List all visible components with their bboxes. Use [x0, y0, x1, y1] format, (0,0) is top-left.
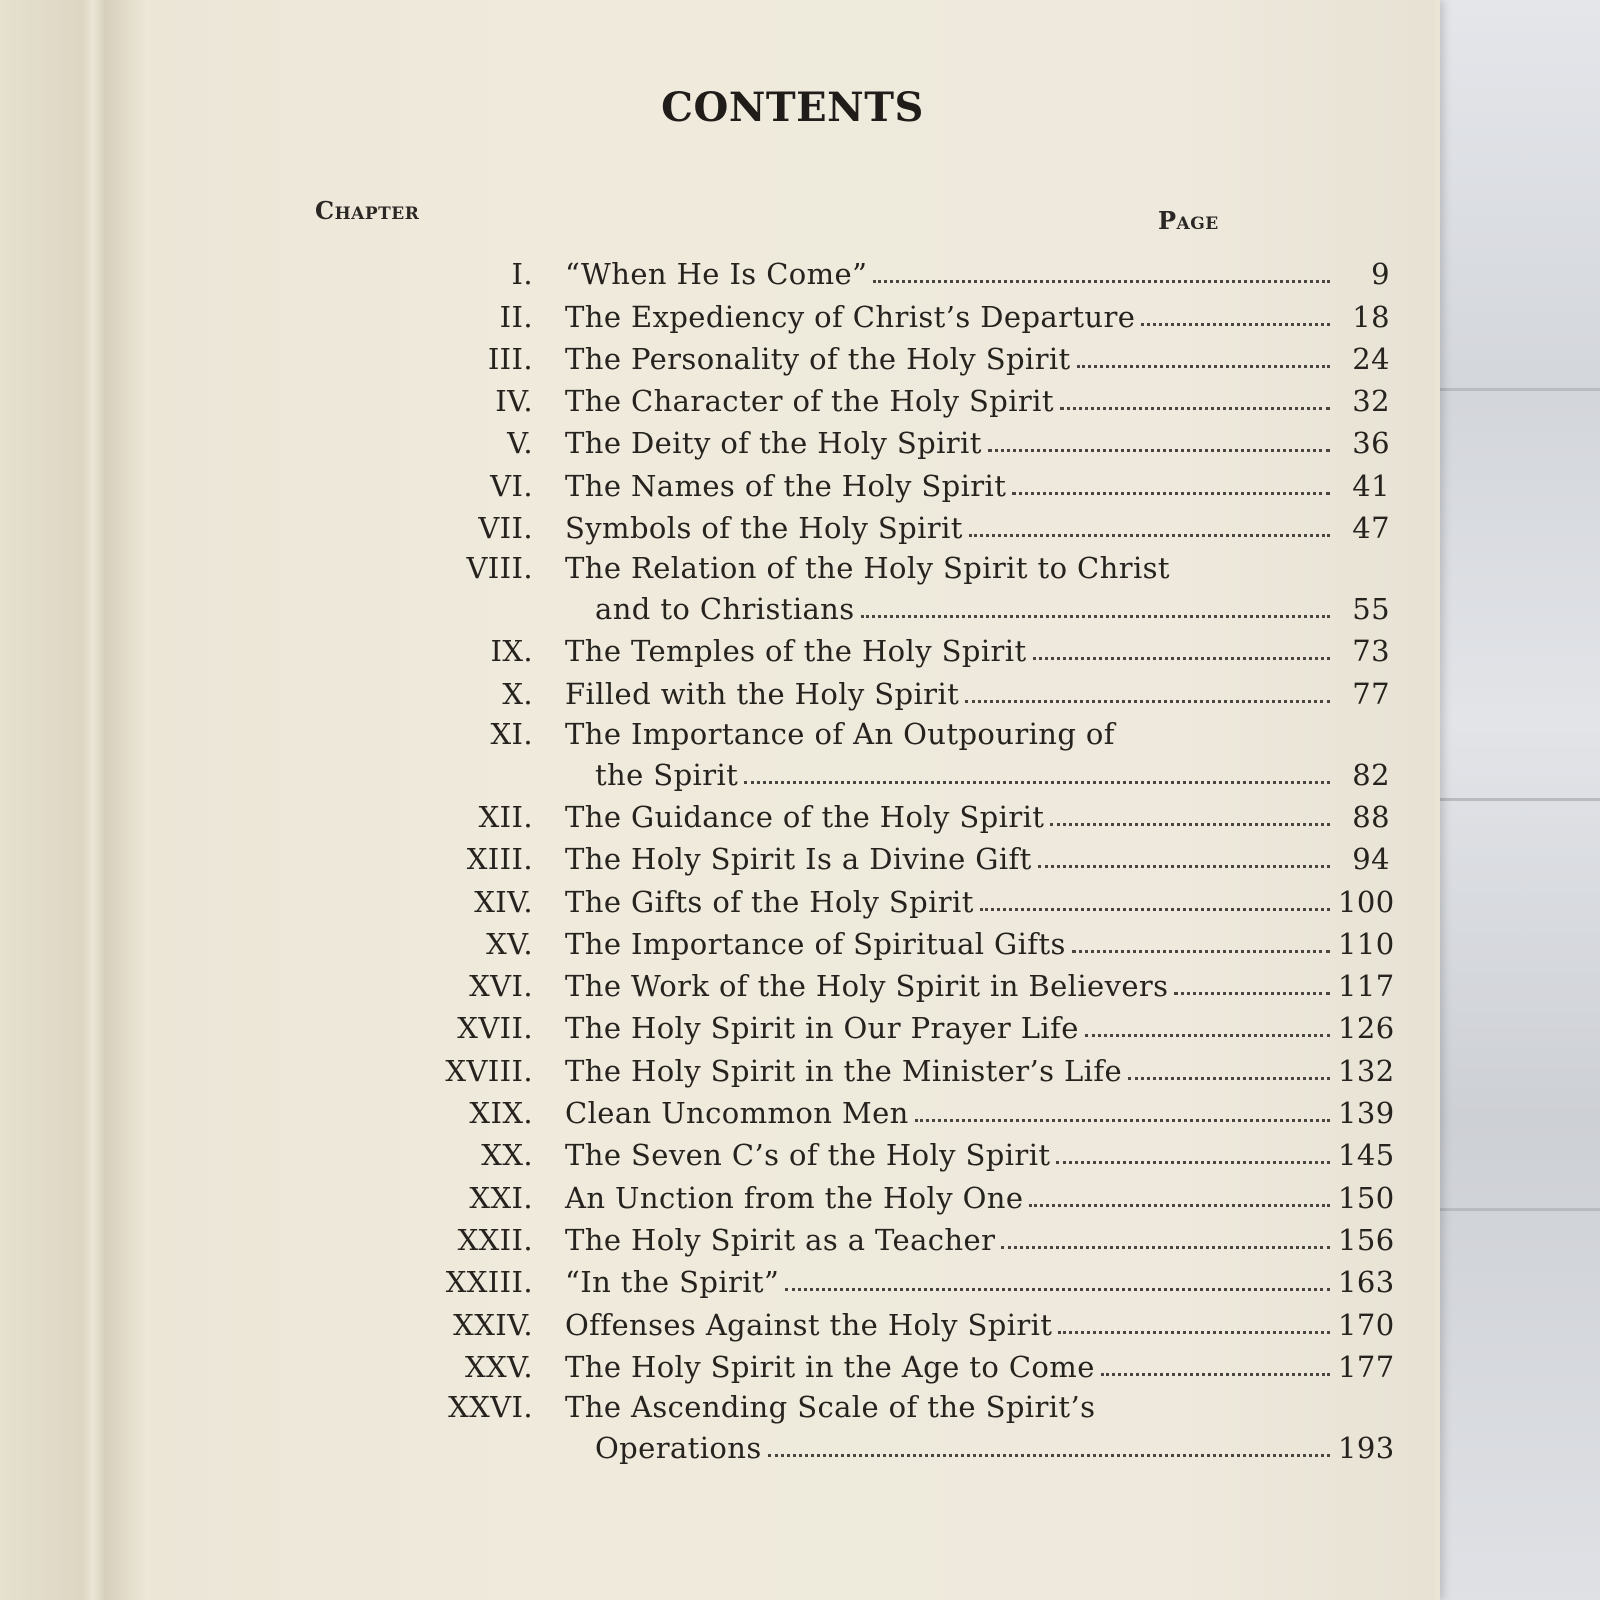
leader-dots [768, 1454, 1330, 1457]
chapter-title-continued: and to Christians [595, 592, 855, 627]
leader-dots [861, 615, 1330, 618]
leader-dots [1001, 1246, 1330, 1249]
chapter-numeral: XVIII. [445, 1053, 533, 1088]
toc-entry [290, 1004, 1395, 1046]
page-number: 139 [1338, 1096, 1395, 1131]
toc-entry-body [565, 1180, 1395, 1216]
leader-dots [1174, 992, 1330, 995]
toc-entry-line [290, 586, 1390, 627]
chapter-title: The Expediency of Christ’s Departure [565, 299, 1136, 334]
toc-entry-line [290, 1385, 1390, 1425]
toc-entry [290, 1258, 1395, 1300]
chapter-title: The Holy Spirit in the Age to Come [565, 1349, 1095, 1384]
toc-entry [290, 546, 1390, 627]
leader-dots [1029, 1204, 1330, 1207]
toc-entry-body [565, 926, 1395, 962]
leader-dots [873, 280, 1330, 283]
toc-entry-body [565, 1053, 1395, 1089]
toc-entry [290, 627, 1390, 669]
chapter-numeral: XV. [486, 926, 533, 961]
chapter-numeral: II. [499, 299, 533, 334]
chapter-title: Symbols of the Holy Spirit [565, 511, 963, 546]
chapter-title: The Holy Spirit in the Minister’s Life [565, 1053, 1123, 1088]
leader-dots [1141, 323, 1330, 326]
leader-dots [988, 449, 1330, 452]
chapter-numeral: XXVI. [448, 1389, 533, 1424]
page-title: CONTENTS [661, 84, 924, 131]
chapter-numeral: XIV. [474, 884, 533, 919]
toc-entry-body [565, 1138, 1395, 1173]
leader-dots [1056, 1161, 1330, 1164]
page-number: 32 [1352, 384, 1390, 419]
toc-entry [290, 504, 1390, 546]
toc-entry [290, 877, 1395, 919]
chapter-title: The Seven C’s of the Holy Spirit [565, 1138, 1051, 1173]
leader-dots [1128, 1077, 1330, 1080]
page-number: 193 [1338, 1430, 1395, 1465]
chapter-title: The Holy Spirit as a Teacher [565, 1222, 996, 1257]
cloth-seam [1430, 388, 1600, 391]
background-cloth [1430, 0, 1600, 1600]
chapter-title: The Holy Spirit in Our Prayer Life [565, 1011, 1079, 1046]
chapter-numeral: XIII. [466, 842, 533, 877]
toc-entry [290, 292, 1390, 334]
page-number: 150 [1338, 1180, 1395, 1215]
leader-dots [969, 534, 1330, 537]
toc-entry-body [565, 677, 1390, 712]
chapter-numeral: XXIII. [445, 1265, 533, 1300]
page-number: 88 [1352, 799, 1390, 834]
toc-entry-body [565, 1349, 1395, 1385]
chapter-numeral: VII. [478, 511, 533, 546]
toc-entry [290, 377, 1390, 419]
chapter-title-continued: the Spirit [595, 757, 739, 792]
page-number: 18 [1352, 299, 1390, 334]
chapter-numeral: XVI. [469, 969, 533, 1004]
cloth-seam [1430, 798, 1600, 801]
page-number: 156 [1338, 1222, 1395, 1257]
chapter-title: The Relation of the Holy Spirit to Christ [565, 551, 1170, 586]
toc-entry [290, 1343, 1395, 1385]
toc-entry [290, 669, 1390, 711]
leader-dots [1101, 1373, 1330, 1376]
leader-dots [1060, 407, 1330, 410]
chapter-numeral: XX. [481, 1138, 533, 1173]
contents-page [150, 0, 1435, 1600]
table-of-contents [290, 250, 1395, 1466]
chapter-numeral: XI. [490, 716, 533, 751]
leader-dots [744, 781, 1330, 784]
page-number: 117 [1338, 969, 1395, 1004]
cloth-seam [1430, 1208, 1600, 1211]
toc-entry-body [565, 384, 1390, 419]
chapter-numeral: XXII. [457, 1222, 533, 1257]
page-number: 41 [1352, 468, 1390, 503]
chapter-numeral: V. [507, 426, 533, 461]
page-number: 47 [1352, 511, 1390, 546]
toc-entry-line [290, 712, 1390, 752]
toc-entry [290, 712, 1390, 793]
chapter-numeral: VI. [490, 468, 533, 503]
toc-entry [290, 461, 1390, 503]
chapter-title: The Gifts of the Holy Spirit [565, 884, 974, 919]
toc-entry [290, 1089, 1395, 1131]
toc-entry-body [565, 1265, 1395, 1300]
chapter-title: The Personality of the Holy Spirit [565, 341, 1071, 376]
leader-dots [1038, 865, 1330, 868]
chapter-numeral: IV. [495, 384, 533, 419]
toc-entry [290, 1300, 1395, 1342]
toc-entry [290, 335, 1390, 377]
chapter-title: The Character of the Holy Spirit [565, 384, 1054, 419]
toc-entry [290, 1216, 1395, 1258]
chapter-title: Clean Uncommon Men [565, 1096, 909, 1131]
toc-entry-body [565, 300, 1390, 335]
toc-entry [290, 250, 1390, 292]
toc-entry [290, 835, 1390, 877]
leader-dots [1050, 823, 1330, 826]
toc-entry-line [290, 546, 1390, 586]
leader-dots [1077, 365, 1330, 368]
page-number: 100 [1338, 884, 1395, 919]
chapter-title: “When He Is Come” [565, 257, 868, 292]
page-number: 9 [1371, 257, 1390, 292]
page-number: 110 [1338, 926, 1395, 961]
toc-entry [290, 419, 1390, 461]
chapter-numeral: IX. [490, 634, 533, 669]
toc-entry [290, 793, 1390, 835]
leader-dots [1012, 492, 1330, 495]
toc-entry-body [565, 969, 1395, 1004]
page-number: 94 [1352, 842, 1390, 877]
toc-entry [290, 1385, 1395, 1466]
chapter-title-continued: Operations [595, 1430, 762, 1465]
page-number: 177 [1338, 1349, 1395, 1384]
chapter-numeral: XIX. [469, 1096, 533, 1131]
leader-dots [1033, 657, 1331, 660]
book-gutter [0, 0, 150, 1600]
toc-entry-body [565, 884, 1395, 920]
toc-entry-body [565, 426, 1390, 461]
page-number: 73 [1352, 634, 1390, 669]
chapter-title: Filled with the Holy Spirit [565, 676, 960, 711]
chapter-title: The Deity of the Holy Spirit [565, 426, 982, 461]
page-number: 55 [1352, 592, 1390, 627]
toc-entry [290, 1131, 1395, 1173]
leader-dots [785, 1288, 1330, 1291]
chapter-numeral: XXI. [469, 1180, 533, 1215]
page-number: 145 [1338, 1138, 1395, 1173]
leader-dots [965, 700, 1330, 703]
toc-entry-body [565, 342, 1390, 377]
chapter-numeral: I. [511, 257, 533, 292]
toc-entry-body [565, 634, 1390, 669]
chapter-numeral: XII. [478, 799, 533, 834]
chapter-numeral: XXV. [465, 1349, 533, 1384]
chapter-numeral: III. [487, 341, 533, 376]
chapter-title: The Importance of Spiritual Gifts [565, 926, 1066, 961]
toc-entry [290, 1173, 1395, 1215]
toc-entry-body [565, 1307, 1395, 1343]
page-number: 170 [1338, 1307, 1395, 1342]
toc-entry-body [565, 469, 1390, 504]
toc-entry [290, 1046, 1395, 1088]
chapter-title: The Work of the Holy Spirit in Believers [565, 969, 1169, 1004]
page-number: 132 [1338, 1053, 1395, 1088]
chapter-title: The Holy Spirit Is a Divine Gift [565, 842, 1032, 877]
chapter-title: The Guidance of the Holy Spirit [565, 799, 1045, 834]
page-number: 36 [1352, 426, 1390, 461]
chapter-column-header: Chapter [315, 196, 420, 225]
chapter-title: The Temples of the Holy Spirit [565, 634, 1027, 669]
page-number: 82 [1352, 757, 1390, 792]
chapter-numeral: XVII. [457, 1011, 533, 1046]
chapter-title: The Importance of An Outpouring of [565, 716, 1115, 751]
chapter-numeral: VIII. [466, 551, 533, 586]
leader-dots [915, 1119, 1330, 1122]
page-number: 126 [1338, 1011, 1395, 1046]
toc-entry-body [565, 800, 1390, 835]
chapter-title: An Unction from the Holy One [565, 1180, 1024, 1215]
toc-entry [290, 920, 1395, 962]
toc-entry [290, 962, 1395, 1004]
leader-dots [980, 908, 1330, 911]
leader-dots [1072, 950, 1330, 953]
page-number: 77 [1352, 676, 1390, 711]
toc-entry-body [565, 842, 1390, 877]
page-column-header: Page [1158, 206, 1219, 235]
chapter-numeral: X. [502, 676, 533, 711]
chapter-title: The Ascending Scale of the Spirit’s [565, 1389, 1096, 1424]
chapter-title: “In the Spirit” [565, 1265, 780, 1300]
toc-entry-body [565, 1222, 1395, 1258]
chapter-numeral: XXIV. [453, 1307, 533, 1342]
toc-entry-line [290, 1425, 1395, 1466]
chapter-title: The Names of the Holy Spirit [565, 468, 1007, 503]
toc-entry-body [565, 1011, 1395, 1046]
chapter-title: Offenses Against the Holy Spirit [565, 1307, 1053, 1342]
toc-entry-body [565, 1096, 1395, 1131]
page-number: 24 [1352, 341, 1390, 376]
toc-entry-body [565, 511, 1390, 546]
leader-dots [1058, 1331, 1330, 1334]
page-number: 163 [1338, 1265, 1395, 1300]
leader-dots [1085, 1034, 1330, 1037]
toc-entry-line [290, 752, 1390, 793]
toc-entry-body [565, 257, 1390, 292]
